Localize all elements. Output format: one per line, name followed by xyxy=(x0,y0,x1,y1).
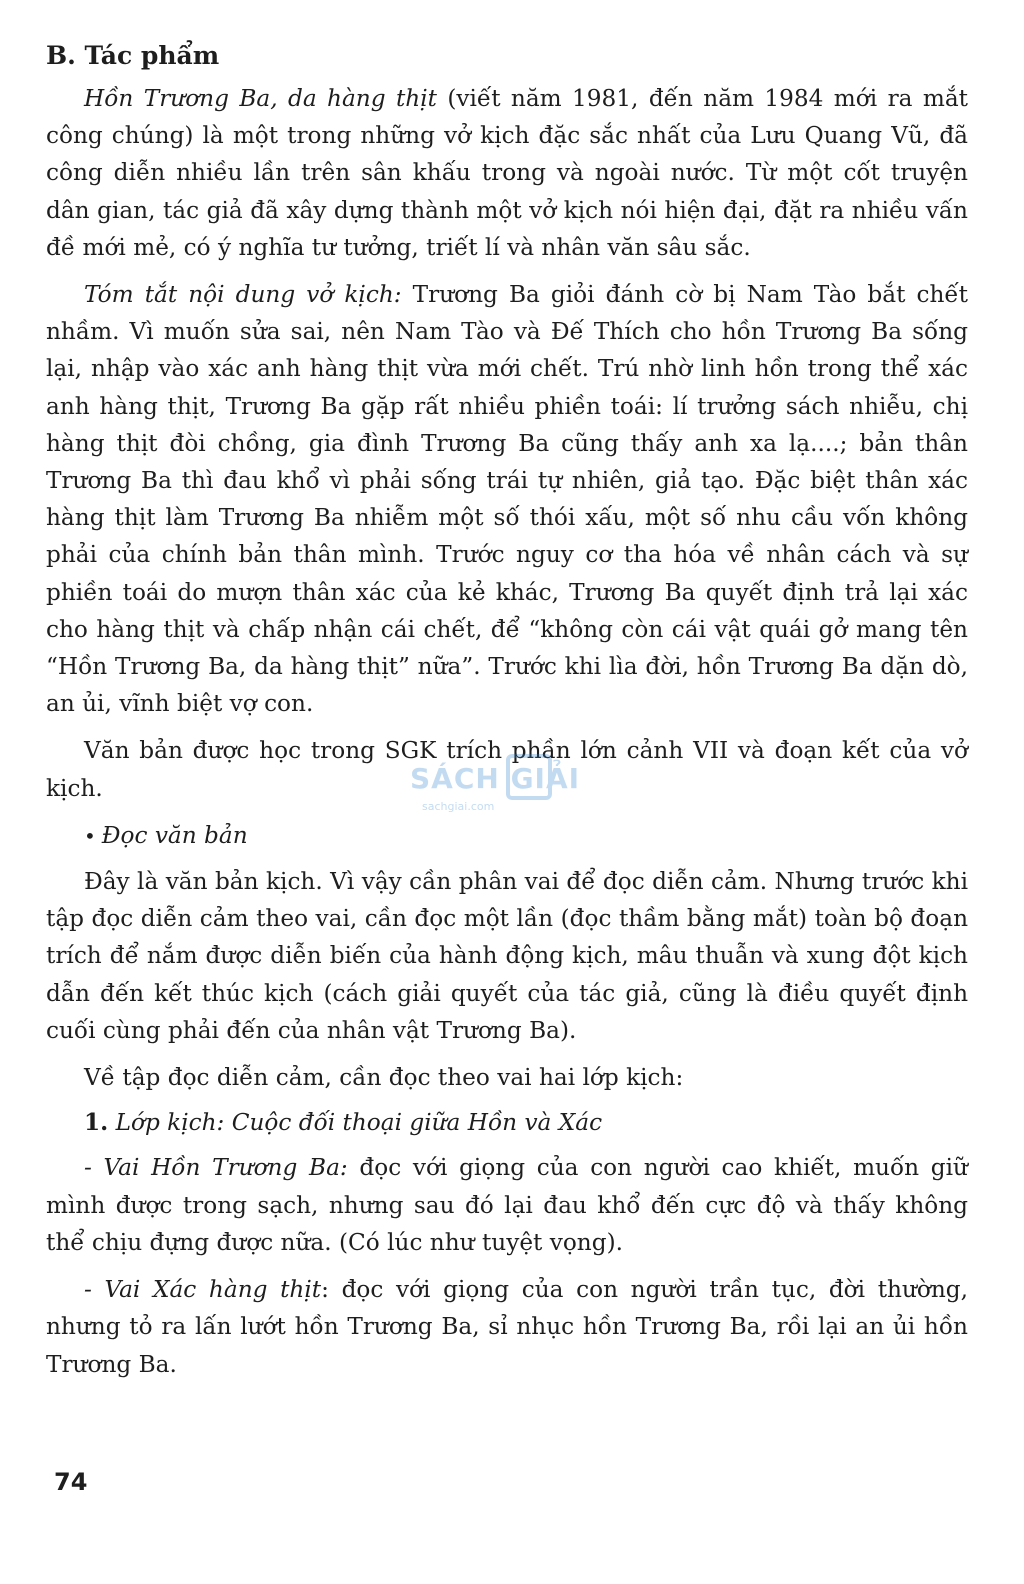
page-content xyxy=(46,38,968,1393)
role-body-text: : đọc với giọng của con người trần tục, đời thường, nhưng tỏ ra lấn lướt hồn Trương Ba, sỉ nhục hồn Trương Ba, rồi lại an ủi hồn Trương Ba. xyxy=(46,1276,968,1378)
paragraph-roles-intro: Về tập đọc diễn cảm, cần đọc theo vai hai lớp kịch: xyxy=(84,1064,684,1092)
watermark-brand: SÁCH GIẢI xyxy=(410,762,581,795)
paragraph-intro xyxy=(46,80,968,266)
sub-heading-text: Lớp kịch: Cuộc đối thoại giữa Hồn và Xác xyxy=(108,1109,603,1137)
paragraph-intro-text: (viết năm 1981, đến năm 1984 mới ra mắt công chúng) là một trong những vở kịch đặc sắc nhất của Lưu Quang Vũ, đã công diễn nhiều lần trên sân khấu trong và ngoài nước. Từ một cốt truyện dân gian, tác giả đã xây dựng thành một vở kịch nói hiện đại, đặt ra nhiều vấn đề mới mẻ, có ý nghĩa tư tưởng, triết lí và nhân văn sâu sắc. xyxy=(46,85,968,261)
section-heading: B. Tác phẩm xyxy=(46,41,220,70)
work-title: Hồn Trương Ba, da hàng thịt xyxy=(84,85,437,112)
role-body-lead: - Vai Xác hàng thịt xyxy=(84,1276,322,1304)
bullet-read-text xyxy=(46,817,968,855)
paragraph-summary xyxy=(46,276,968,722)
paragraph-reading-guide: Đây là văn bản kịch. Vì vậy cần phân vai để đọc diễn cảm. Nhưng trước khi tập đọc diễn cảm theo vai, cần đọc một lần (đọc thầm bằng mắt) toàn bộ đoạn trích để nắm được diễn biến của hành động kịch, mâu thuẫn và xung đột kịch dẫn đến kết thúc kịch (cách giải quyết của tác giả, cũng là điều quyết định cuối cùng phải đến của nhân vật Trương Ba). xyxy=(46,868,968,1044)
sub-heading-number: 1. xyxy=(84,1109,109,1137)
sub-heading-scene-1 xyxy=(46,1104,968,1141)
paragraph-excerpt-note: Văn bản được học trong SGK trích phần lớn cảnh VII và đoạn kết của vở kịch. xyxy=(46,737,968,802)
summary-text: Trương Ba giỏi đánh cờ bị Nam Tào bắt chết nhầm. Vì muốn sửa sai, nên Nam Tào và Đế Thích cho hồn Trương Ba sống lại, nhập vào xác anh hàng thịt vừa mới chết. Trú nhờ linh hồn trong thể xác anh hàng thịt, Trương Ba gặp rất nhiều phiền toái: lí trưởng sách nhiễu, chị hàng thịt đòi chồng, gia đình Trương Ba cũng thấy anh xa lạ....; bản thân Trương Ba thì đau khổ vì phải sống trái tự nhiên, giả tạo. Đặc biệt thân xác hàng thịt làm Trương Ba nhiễm một số thói xấu, một số nhu cầu vốn không phải của chính bản thân mình. Trước nguy cơ tha hóa về nhân cách và sự phiền toái do mượn thân xác của kẻ khác, Trương Ba quyết định trả lại xác cho hàng thịt và chấp nhận cái chết, để “không còn cái vật quái gở mang tên “Hồn Trương Ba, da hàng thịt” nữa”. Trước khi lìa đời, hồn Trương Ba dặn dò, an ủi, vĩnh biệt vợ con. xyxy=(46,281,968,718)
bullet-dot-icon: • xyxy=(84,823,96,848)
paragraph-role-soul xyxy=(46,1149,968,1261)
bullet-label: Đọc văn bản xyxy=(101,821,248,849)
summary-lead: Tóm tắt nội dung vở kịch: xyxy=(84,281,402,309)
watermark-site: sachgiai.com xyxy=(422,800,495,813)
paragraph-role-body xyxy=(46,1271,968,1383)
role-soul-lead: - Vai Hồn Trương Ba: xyxy=(84,1154,348,1182)
role-soul-text: đọc với giọng của con người cao khiết, muốn giữ mình được trong sạch, nhưng sau đó lại đau khổ đến cực độ và thấy không thể chịu đựng được nữa. (Có lúc như tuyệt vọng). xyxy=(46,1154,968,1256)
page-number: 74 xyxy=(54,1468,88,1496)
